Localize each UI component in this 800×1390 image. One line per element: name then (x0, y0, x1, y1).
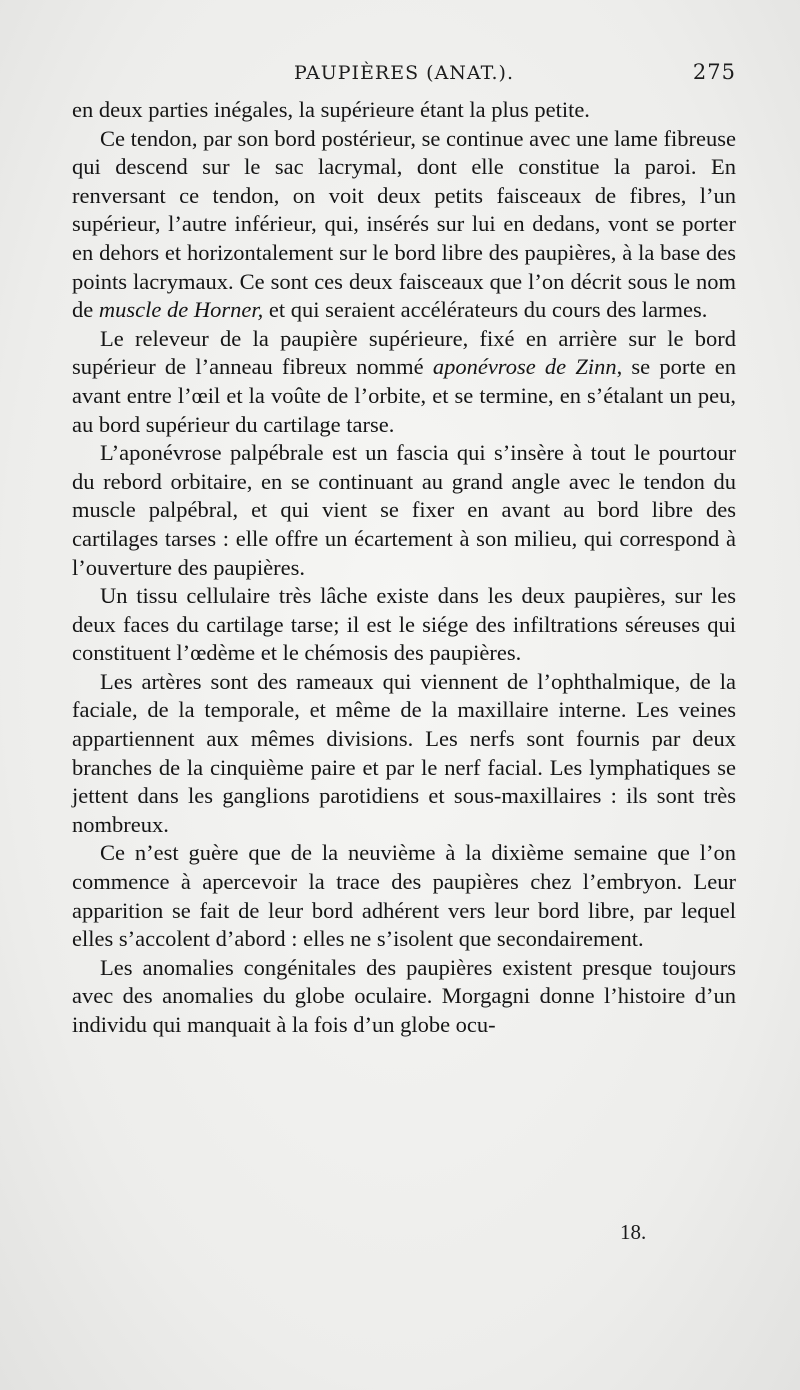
body-text (72, 96, 736, 1040)
paragraph (72, 668, 736, 840)
signature-mark: 18. (620, 1220, 647, 1244)
text-segment: en deux parties inégales, la supérieure étant la plus petite. (72, 97, 590, 122)
text-segment: Ce n’est guère que de la neuvième à la dixième semaine que l’on commence à apercevoir la trace des paupières chez l’embryon. Leur apparition se fait de leur bord adhérent vers leur bord libre, par lequel elles s’accolent d’abord : elles ne s’isolent que secondairement. (72, 840, 736, 952)
text-segment: et qui seraient accélérateurs du cours des larmes. (263, 297, 708, 323)
paragraph (72, 954, 736, 1040)
italic-term: muscle de Horner, (98, 297, 264, 323)
paragraph (72, 96, 736, 125)
text-segment: Le releveur de la paupière supérieure, fixé en arrière sur le bord supérieur de l’anneau fibreux nommé (72, 325, 736, 380)
page-number: 275 (692, 60, 736, 84)
italic-term: aponévrose de Zinn (432, 354, 617, 380)
text-segment: Les anomalies congénitales des paupières existent presque toujours avec des anomalies du globe oculaire. Morgagni donne l’histoire d’un individu qui manquait à la fois d’un globe ocu- (72, 954, 736, 1037)
paragraph (72, 839, 736, 953)
paragraph (72, 325, 736, 439)
page-header (72, 58, 736, 92)
paragraph (72, 582, 736, 668)
text-segment: Les artères sont des rameaux qui viennent de l’ophthalmique, de la faciale, de la temporale, et même de la maxillaire interne. Les veines appartiennent aux mêmes divisions. Les nerfs sont fournis par deux branches de la cinquième paire et par le nerf facial. Les lymphatiques se jettent dans les ganglions parotidiens et sous-maxillaires : ils sont très nombreux. (72, 668, 736, 837)
running-title: PAUPIÈRES (ANAT.). (294, 62, 514, 84)
text-segment: , se porte en avant entre l’œil et la voûte de l’orbite, et se termine, en s’étalant un peu, au bord supérieur du cartilage tarse. (72, 354, 737, 437)
text-segment: Un tissu cellulaire très lâche existe dans les deux paupières, sur les deux faces du cartilage tarse; il est le siége des infiltrations séreuses qui constituent l’œdème et le chémosis des paupières. (72, 583, 736, 666)
paragraph (72, 439, 736, 582)
text-segment: L’aponévrose palpébrale est un fascia qui s’insère à tout le pourtour du rebord orbitaire, en se continuant au grand angle avec le tendon du muscle palpébral, et qui vient se fixer en avant au bord libre des cartilages tarses : elle offre un écartement à son milieu, qui correspond à l’ouverture des paupières. (72, 440, 736, 580)
text-segment: Ce tendon, par son bord postérieur, se continue avec une lame fibreuse qui descend sur le sac lacrymal, dont elle constitue la paroi. En renversant ce tendon, on voit deux petits faisceaux de fibres, l’un supérieur, l’autre inférieur, qui, insérés sur lui en dedans, vont se porter en dehors et horizontalement sur le bord libre des paupières, à la base des points lacrymaux. Ce sont ces deux faisceaux que l’on décrit sous le nom de (72, 125, 736, 323)
paragraph (72, 125, 736, 325)
